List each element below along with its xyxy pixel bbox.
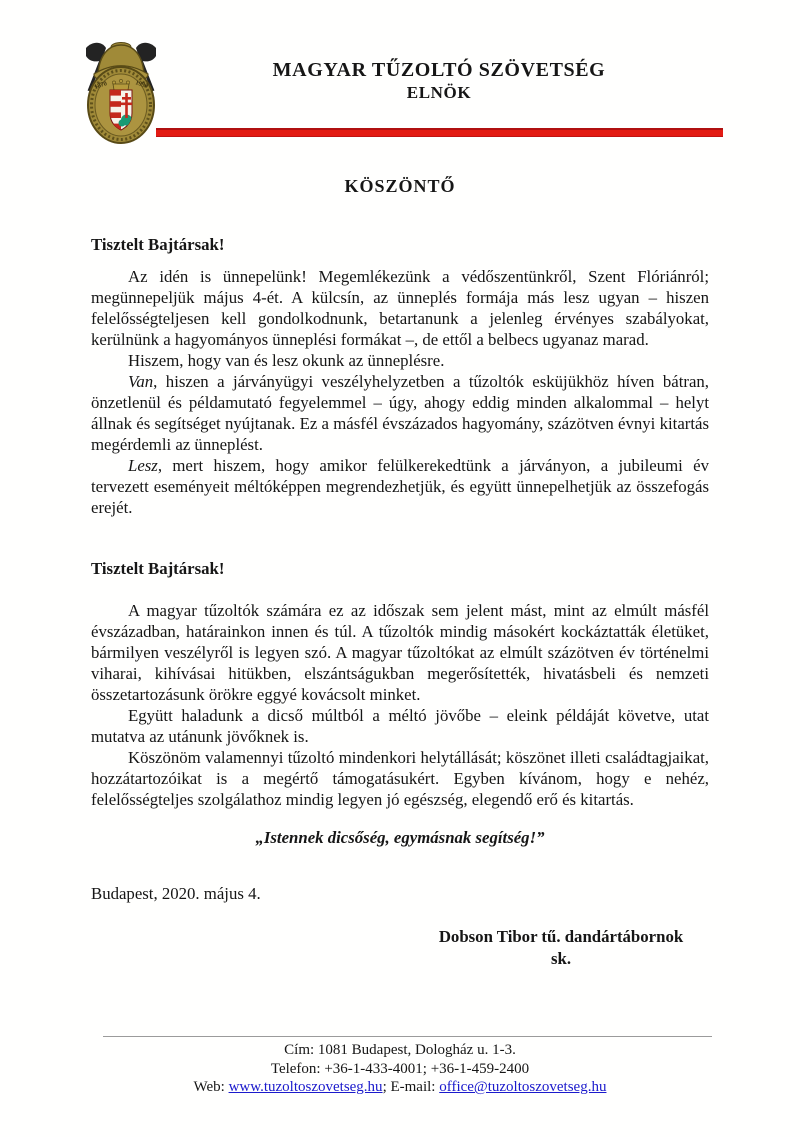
logo-date-left: 1870 [93, 80, 108, 91]
org-logo [82, 39, 160, 145]
paragraph-3-lead: Van [128, 372, 154, 391]
org-header [155, 58, 723, 104]
signature-suffix: sk. [550, 949, 572, 968]
paragraph-4-lead: Lesz [128, 456, 158, 475]
dateline: Budapest, 2020. május 4. [91, 884, 261, 903]
footer-web-label: Web: [193, 1079, 229, 1095]
paragraph-4 [91, 455, 709, 518]
signature-name: Dobson Tibor tű. dandártábornok [438, 927, 684, 946]
paragraph-3 [91, 371, 709, 455]
paragraph-2: Hiszem, hogy van és lesz okunk az ünneplésre. [128, 351, 445, 370]
paragraph-4-rest: , mert hiszem, hogy amikor felülkerekedtünk a járványon, a jubileumi év tervezett eseményeit méltóképpen megrendezhetjük, és együtt ünnepelhetjük az összefogás erejét. [91, 456, 709, 517]
website-link[interactable]: www.tuzoltoszovetseg.hu [228, 1079, 383, 1095]
salutation-1: Tisztelt Bajtársak! [91, 235, 225, 254]
footer-divider [103, 1036, 712, 1037]
paragraph-7: Köszönöm valamennyi tűzoltó mindenkori helytállását; köszönet illeti családtagjaikat, hozzátartozóikat is a megértő támogatásukért. Egyben kívánom, hogy e nehéz, felelősségteljes szolgálathoz mindig legyen jó egészség, elegendő erő és kitartás. [91, 748, 709, 809]
footer-phone: Telefon: +36-1-433-4001; +36-1-459-2400 [270, 1060, 530, 1077]
paragraph-1: Az idén is ünnepelünk! Megemlékezünk a védőszentünkről, Szent Flóriánról; megünnepeljük május 4-ét. A külcsín, az ünneplés formája más lesz ugyan – hiszen felelősségteljesen kell gondolkodnunk, betartanunk a jelenleg érvényes szabályokat, kerülnünk a hagyományos ünneplési formákat –, de ettől a belbecs ugyanaz marad. [91, 267, 709, 349]
org-name: MAGYAR TŰZOLTÓ SZÖVETSÉG [272, 59, 606, 81]
crown-icon [112, 79, 129, 90]
paragraph-3-rest: , hiszen a járványügyi veszélyhelyzetben a tűzoltók esküjükhöz híven bátran, önzetlenül és példamutató fegyelemmel – úgy, ahogy eddig minden alkalommal – helyt állnak és segítséget nyújtanak. Ez a másfél évszázados hagyomány, százötven évnyi kitartás megérdemli az ünneplést. [91, 372, 709, 454]
paragraph-6: Együtt haladunk a dicső múltból a méltó jövőbe – eleink példáját követve, utat mutatva az utánunk jövőknek is. [91, 706, 709, 746]
footer-address: Cím: 1081 Budapest, Dologház u. 1-3. [284, 1042, 516, 1058]
footer-email-label: ; E-mail: [382, 1079, 440, 1095]
email-link[interactable]: office@tuzoltoszovetseg.hu [439, 1079, 607, 1095]
footer-web-email [0, 1078, 800, 1097]
letter-body [91, 176, 709, 970]
motto-quote: „Istennek dicsőség, egymásnak segítség!” [255, 828, 545, 847]
red-divider [156, 128, 723, 137]
salutation-2: Tisztelt Bajtársak! [91, 559, 225, 578]
footer [0, 1041, 800, 1097]
document-title: KÖSZÖNTŐ [344, 176, 456, 196]
signature-block [425, 926, 697, 970]
paragraph-5: A magyar tűzoltók számára ez az időszak sem jelent mást, mint az elmúlt másfél évszázadban, határainkon innen és túl. A tűzoltók mindig másokért kockáztatták életüket, bármilyen veszélyről is legyen szó. A magyar tűzoltókat az elmúlt százötven év történelmi viharai, kihívásai hitükben, elszántságukban megerősítették, hivatásbeli és nemzeti összetartozásunk örökre eggyé kovácsolt minket. [91, 601, 709, 704]
logo-date-right: 1990 [134, 79, 149, 90]
org-role: ELNÖK [406, 83, 472, 102]
